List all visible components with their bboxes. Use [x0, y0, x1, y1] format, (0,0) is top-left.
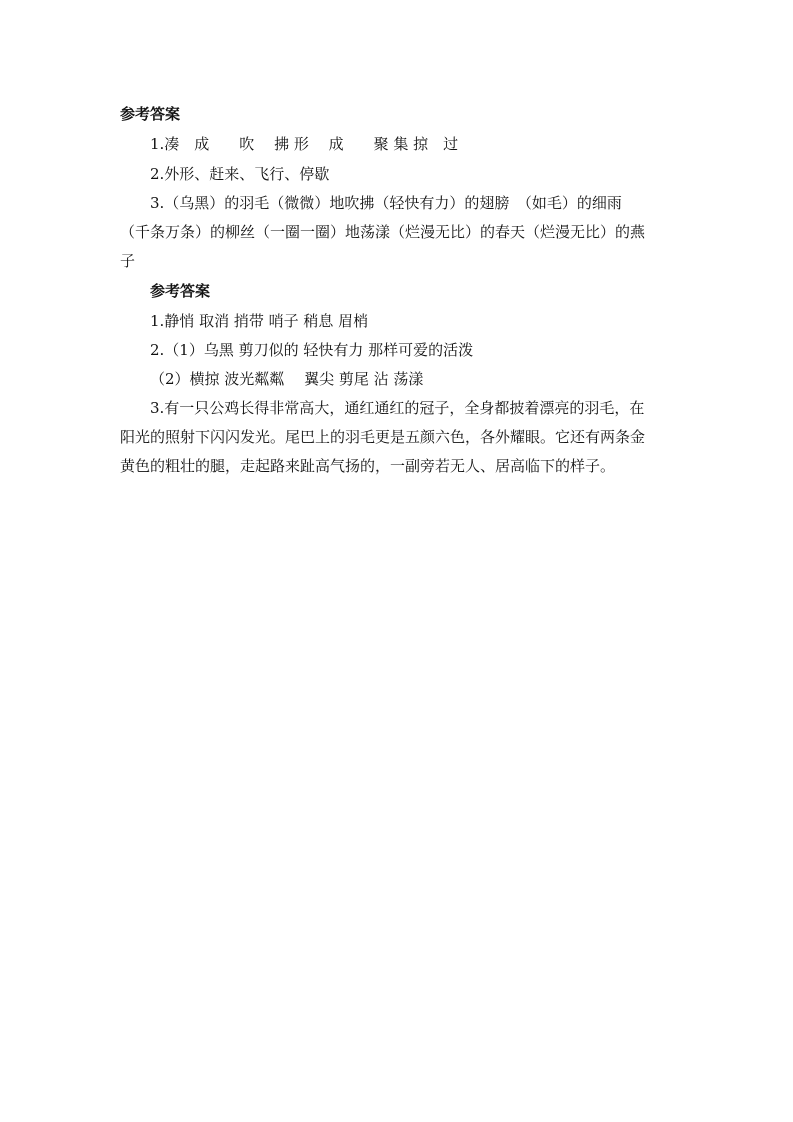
section1-answer-3-line1: 3.（乌黑）的羽毛（微微）地吹拂（轻快有力）的翅膀 （如毛）的细雨: [150, 194, 622, 212]
section2-answer-3-line3: 黄色的粗壮的腿，走起路来趾高气扬的，一副旁若无人、居高临下的样子。: [120, 457, 616, 475]
section2-answer-3-line1: 3.有一只公鸡长得非常高大，通红通红的冠子，全身都披着漂亮的羽毛，在: [150, 399, 645, 417]
section1-answer-3-line2: （千条万条）的柳丝（一圈一圈）地荡漾（烂漫无比）的春天（烂漫无比）的燕: [120, 223, 646, 241]
section2-answer-2-line1: 2.（1）乌黑 剪刀似的 轻快有力 那样可爱的活泼: [150, 341, 474, 359]
section1-heading: 参考答案: [120, 105, 181, 123]
section2-answer-2-line2: （2）横掠 波光粼粼 翼尖 剪尾 沾 荡漾: [150, 370, 424, 388]
section1-answer-1: 1.凑 成 吹 拂 形 成 聚 集 掠 过: [150, 135, 459, 153]
section1-answer-2: 2.外形、赶来、飞行、停歇: [150, 165, 330, 183]
section2-answer-3-line2: 阳光的照射下闪闪发光。尾巴上的羽毛更是五颜六色，各外耀眼。它还有两条金: [120, 428, 646, 446]
section2-heading: 参考答案: [150, 282, 211, 300]
section1-answer-3-line3: 子: [120, 252, 136, 270]
section2-answer-1: 1.静悄 取消 捎带 哨子 稍息 眉梢: [150, 312, 369, 330]
